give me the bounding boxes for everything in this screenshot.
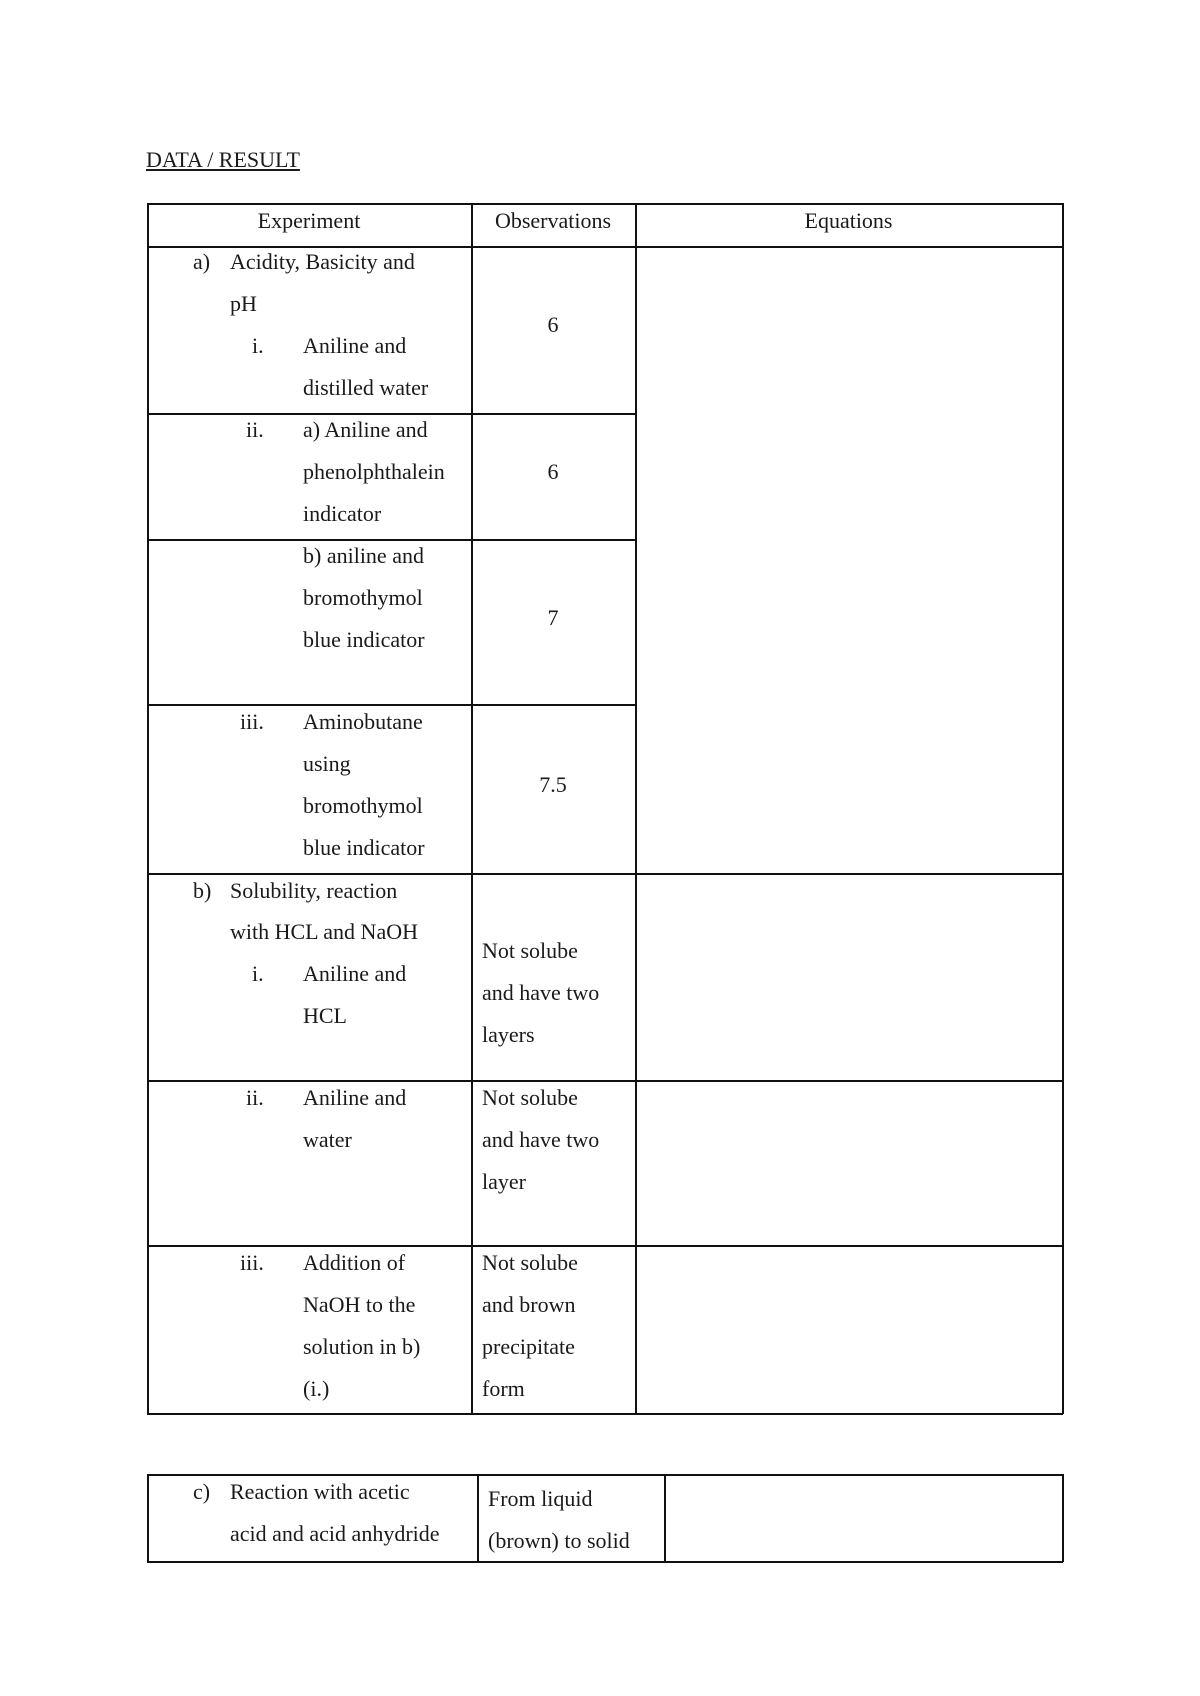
section-c-marker: c) <box>193 1479 211 1504</box>
observation-value: 6 <box>547 312 559 337</box>
observation-text: Not solube <box>482 1250 578 1275</box>
table-border-right <box>1062 1474 1064 1562</box>
observation-text: precipitate <box>482 1334 575 1359</box>
item-marker: i. <box>252 961 264 986</box>
observation-text: layer <box>482 1169 526 1194</box>
header-observations: Observations <box>494 208 612 233</box>
column-divider <box>635 203 637 1414</box>
page-title: DATA / RESULT <box>146 147 300 172</box>
experiment-text: solution in b) <box>303 1334 421 1359</box>
section-b-title: Solubility, reaction <box>230 878 398 903</box>
observation-value: 6 <box>547 459 559 484</box>
row-divider <box>147 704 636 706</box>
table-header-divider <box>147 246 1063 248</box>
observation-text: and have two <box>482 1127 600 1152</box>
experiment-text: blue indicator <box>303 627 425 652</box>
section-a-title: Acidity, Basicity and <box>230 249 415 274</box>
experiment-text: Aminobutane <box>303 709 423 734</box>
item-marker: iii. <box>240 709 264 734</box>
row-divider <box>147 413 636 415</box>
experiment-text: phenolphthalein <box>303 459 445 484</box>
experiment-text: blue indicator <box>303 835 425 860</box>
table-border-bottom <box>147 1561 1063 1563</box>
column-divider <box>477 1474 479 1562</box>
row-divider <box>147 873 1063 875</box>
table-border-left <box>147 203 149 1414</box>
header-experiment: Experiment <box>257 208 361 233</box>
observation-value: 7.5 <box>539 772 567 797</box>
experiment-text: a) Aniline and <box>303 417 428 442</box>
observation-text: form <box>482 1376 525 1401</box>
item-marker: ii. <box>246 1085 264 1110</box>
item-marker: i. <box>252 333 264 358</box>
observation-text: and brown <box>482 1292 576 1317</box>
experiment-text: bromothymol <box>303 793 423 818</box>
column-divider <box>664 1474 666 1562</box>
observation-text: and have two <box>482 980 600 1005</box>
row-divider <box>147 1080 1063 1082</box>
experiment-text: acid and acid anhydride <box>230 1521 440 1546</box>
experiment-text: bromothymol <box>303 585 423 610</box>
table-border-left <box>147 1474 149 1562</box>
observation-text: layers <box>482 1022 535 1047</box>
table-border-right <box>1062 203 1064 1414</box>
table-border-top <box>147 203 1063 205</box>
observation-text: (brown) to solid <box>488 1528 630 1553</box>
section-b-marker: b) <box>193 878 212 903</box>
experiment-text: b) aniline and <box>303 543 424 568</box>
observation-text: Not solube <box>482 1085 578 1110</box>
header-equations: Equations <box>804 208 893 233</box>
experiment-text: Reaction with acetic <box>230 1479 410 1504</box>
observation-text: From liquid <box>488 1486 593 1511</box>
experiment-text: Aniline and <box>303 1085 407 1110</box>
table-border-top <box>147 1474 1063 1476</box>
section-a-title: pH <box>230 291 257 316</box>
column-divider <box>471 203 473 1414</box>
experiment-text: HCL <box>303 1003 347 1028</box>
experiment-text: NaOH to the <box>303 1292 416 1317</box>
item-marker: ii. <box>246 417 264 442</box>
section-b-title: with HCL and NaOH <box>230 919 418 944</box>
experiment-text: using <box>303 751 351 776</box>
observation-value: 7 <box>547 605 559 630</box>
table-border-bottom <box>147 1413 1063 1415</box>
row-divider <box>147 539 636 541</box>
row-divider <box>147 1245 1063 1247</box>
experiment-text: Aniline and <box>303 961 407 986</box>
observation-text: Not solube <box>482 938 578 963</box>
experiment-text: Aniline and <box>303 333 407 358</box>
experiment-text: indicator <box>303 501 382 526</box>
experiment-text: water <box>303 1127 352 1152</box>
experiment-text: (i.) <box>303 1376 330 1401</box>
experiment-text: distilled water <box>303 375 429 400</box>
section-a-marker: a) <box>193 249 211 274</box>
experiment-text: Addition of <box>303 1250 406 1275</box>
item-marker: iii. <box>240 1250 264 1275</box>
